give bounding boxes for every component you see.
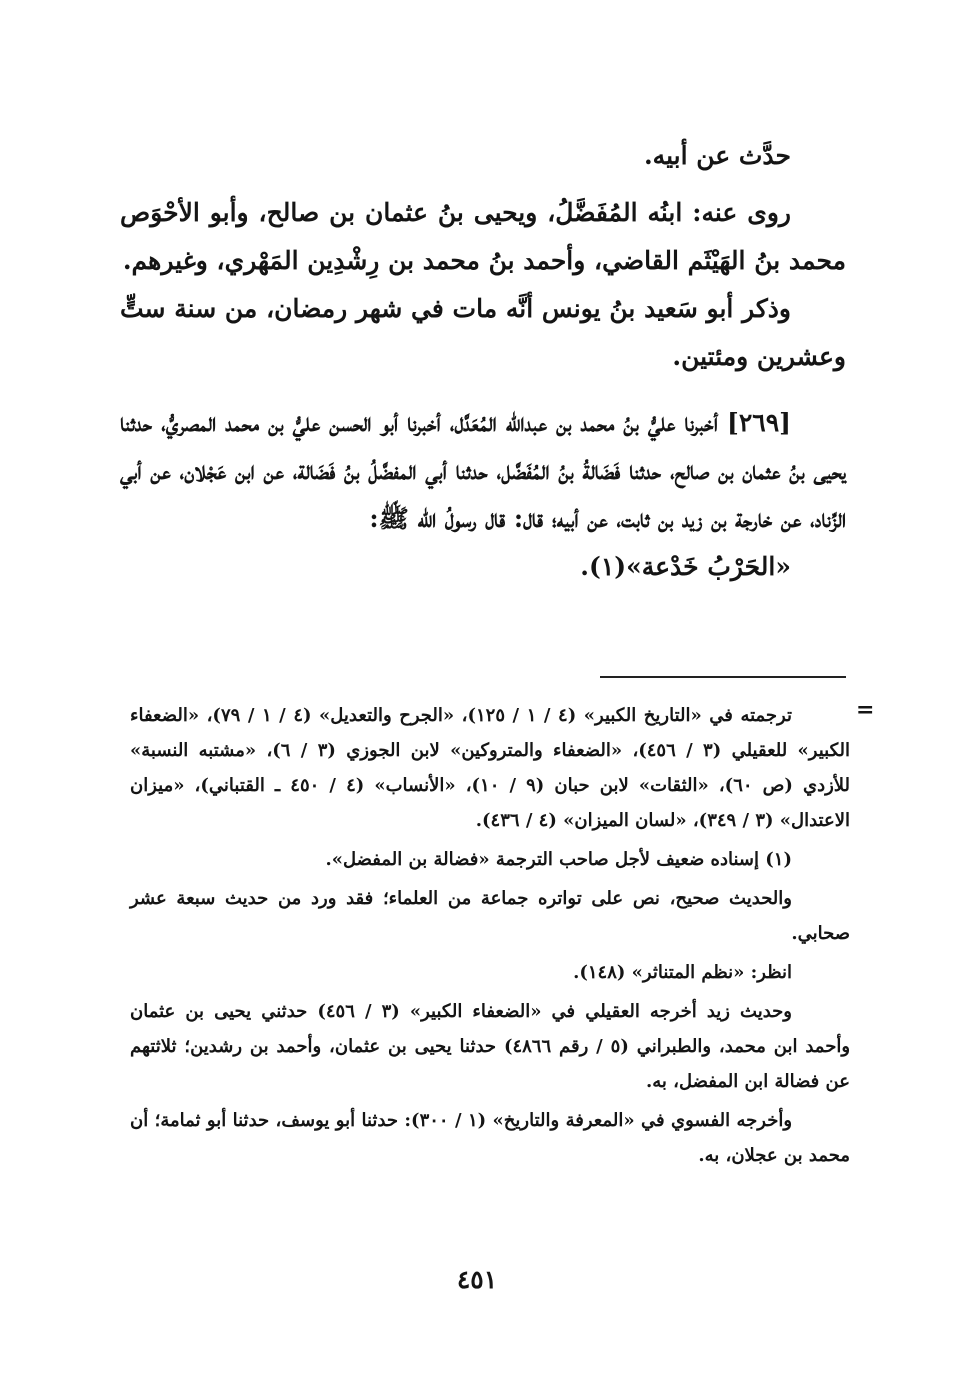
paragraph-narration: حدَّث عن أبيه. — [643, 141, 791, 170]
continuation-mark: = — [856, 697, 875, 723]
footnote-1: (١) إسناده ضعيف لأجل صاحب الترجمة «فضالة بن المفضل». — [325, 849, 792, 870]
footnote-zaid-hadith: وحديث زيد أخرجه العقيلي في «الضعفاء الكبير» (٣ / ٤٥٦) حدثني يحيى بن عثمان وأحمد ابن محمد، والطبراني (٥ / رقم ٤٨٦٦) حدثنا يحيى بن عثمان، وأحمد بن رشدين؛ ثلاثتهم عن فضالة ابن المفضل، به. — [130, 1001, 851, 1092]
page-number: ٤٥١ — [456, 1265, 498, 1294]
paragraph-narrators: روى عنه: ابنُه المُفَضَّلُ، ويحيى بنُ عثمان بن صالح، وأبو الأحْوَص محمد بنُ الهَيْثَم القاضي، وأحمد بنُ محمد بن رِشْدِين المَهْري، وغيرهم. — [120, 198, 846, 275]
footnotes-block — [130, 698, 850, 1173]
footnote-biography-sources: ترجمته في «التاريخ الكبير» (٤ / ١ / ١٢٥)، «الجرح والتعديل» (٤ / ١ / ٧٩)، «الضعفاء الكبير» للعقيلي (٣ / ٤٥٦)، «الضعفاء والمتروكين» لابن الجوزي (٣ / ٦)، «مشتبه النسبة» للأزدي (ص ٦٠)، «الثقات» لابن حبان (٩ / ١٠)، «الأنساب» (٤ / ٤٥٠ ـ القتباني)، «ميزان الاعتدال» (٣ / ٣٤٩)، «لسان الميزان» (٤ / ٤٣٦). — [130, 705, 851, 831]
footnote-fasawi: وأخرجه الفسوي في «المعرفة والتاريخ» (١ / ٣٠٠): حدثنا أبو يوسف، حدثنا أبو ثمامة؛ أن محمد بن عجلان، به. — [130, 1110, 850, 1166]
paragraph-hadith-chain: [٢٦٩] أخبرنا عليُّ بنُ محمد بن عبدالله المُعَدَّل، أخبرنا أبو الحسن عليُّ بن محمد المصريُّ، حدثنا يحيى بنُ عثمان بن صالح، حدثنا فَضَالةُ بنُ المُفَضَّل، حدثنا أبي المفضَّلُ بنُ فَضَالة، عن ابن عَجْلان، عن أبي الزِّناد، عن خارجة بن زيد بن ثابت، عن أبيه؛ قال: قال رسولُ الله ﷺ: — [120, 408, 846, 533]
paragraph-hadith-text: «الحَرْبُ خَدْعة»(١). — [580, 552, 791, 581]
paragraph-death: وذكر أبو سَعيد بنُ يونس أنَّه مات في شهر رمضان، من سنة ستٍّ وعشرين ومئتين. — [120, 294, 846, 371]
footnote-separator — [600, 676, 846, 678]
main-text-block — [120, 132, 846, 591]
footnote-authenticity: والحديث صحيح، نص على تواتره جماعة من العلماء؛ فقد ورد من حديث سبعة عشر صحابي. — [130, 888, 850, 944]
footnote-reference: انظر: «نظم المتناثر» (١٤٨). — [573, 962, 792, 983]
